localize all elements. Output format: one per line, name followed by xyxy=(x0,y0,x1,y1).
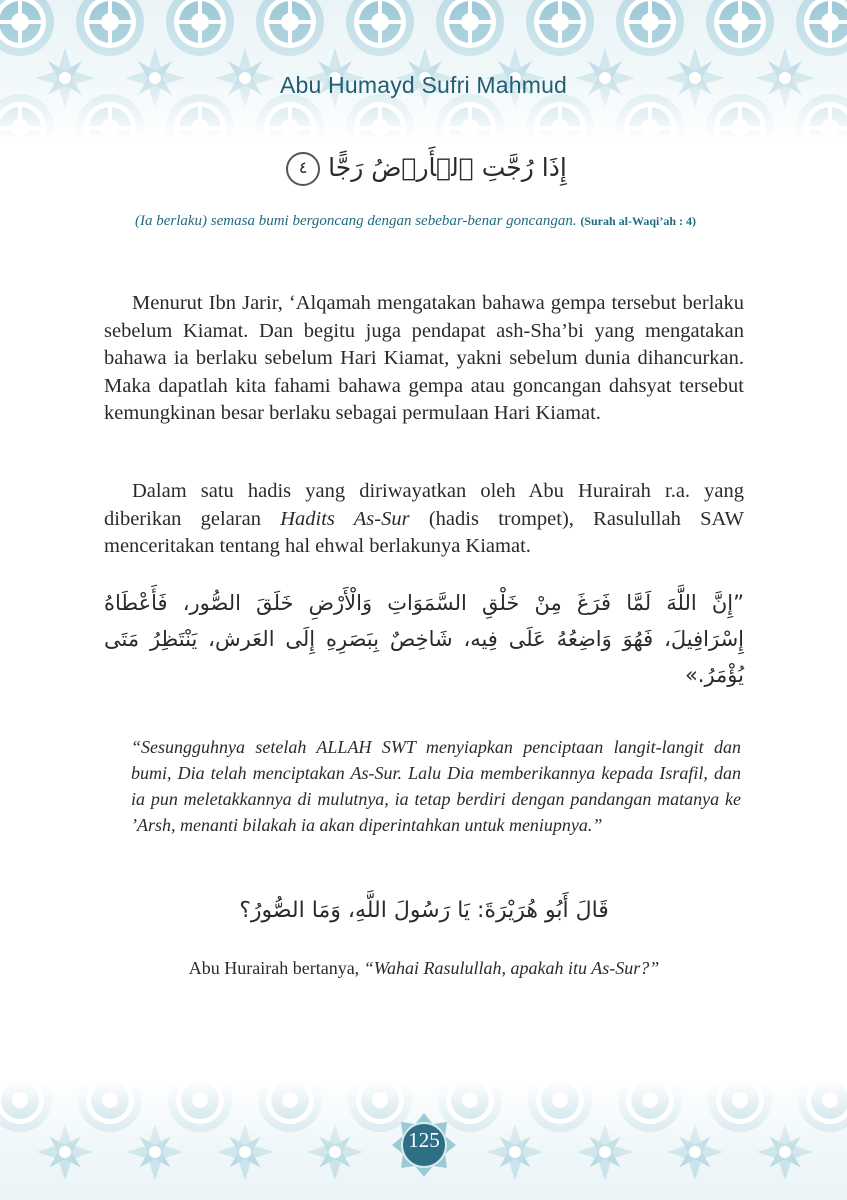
paragraph-text: Menurut Ibn Jarir, ‘Alqamah mengatakan bahawa gempa tersebut berlaku sebelum Kiamat. Dan begitu juga pendapat ash-Sha’bi yang mengatakan bahawa ia berlaku sebelum Hari Kiamat, yakni sebelum dunia dihancurkan. Maka dapatlah kita fahami bahawa gempa atau goncangan dahsyat tersebut kemungkinan besar berlaku sebagai permulaan Hari Kiamat. xyxy=(104,292,744,424)
verse-translation xyxy=(135,209,745,233)
page-number: 125 xyxy=(408,1128,440,1152)
verse-translation-text: (Ia berlaku) semasa bumi bergoncang dengan sebebar-benar goncangan. xyxy=(135,213,577,229)
header-ornament-band xyxy=(0,0,847,140)
quran-verse xyxy=(150,152,697,186)
question-arabic: قَالَ أَبُو هُرَيْرَةَ: يَا رَسُولَ اللَّهِ، وَمَا الصُّورُ؟ xyxy=(239,898,609,923)
body-paragraph-2 xyxy=(104,478,744,561)
question-lead: Abu Hurairah bertanya, xyxy=(188,958,364,978)
paragraph-text: Dalam satu hadis yang diriwayatkan oleh Abu Hurairah r.a. yang diberikan gelaran Hadits As-Sur (hadis trompet), Rasulullah SAW menceritakan tentang hal ehwal berlakunya Kiamat. xyxy=(104,480,744,557)
body-paragraph-1 xyxy=(104,290,744,428)
question-translation xyxy=(104,958,744,979)
author-name: Abu Humayd Sufri Mahmud xyxy=(279,72,568,98)
hadith-arabic: ”إِنَّ اللَّهَ لَمَّا فَرَغَ مِنْ خَلْقِ السَّمَوَاتِ وَالْأَرْضِ خَلَقَ الصُّور، فَأَعْطَاهُ إِسْرَافِيلَ، فَهُوَ وَاضِعُهُ عَلَى فِيه، شَاخِصٌ بِبَصَرِهِ إِلَى العَرش، يَنْتَظِرُ مَتَى يُؤْمَرُ.» xyxy=(104,591,744,687)
question-quote: “Wahai Rasulullah, apakah itu As-Sur?” xyxy=(363,958,660,978)
verse-reference: (Surah al-Waqi’ah : 4) xyxy=(580,214,696,228)
quran-verse-text: إِذَا رُجَّتِ ٱلۡأَرۡضُ رَجًّا xyxy=(328,153,567,182)
ornament-pattern-top xyxy=(0,0,847,140)
ayah-number-marker: ٤ xyxy=(286,152,320,186)
hadith-title: Hadits As-Sur xyxy=(280,507,410,530)
hadith-translation: “Sesungguhnya setelah ALLAH SWT menyiapkan penciptaan langit-langit dan bumi, Dia telah menciptakan As-Sur. Lalu Dia memberikannya kepada Israfil, dan ia pun meletakkannya di mulutnya, ia tetap berdiri dengan pandangan matanya ke ’Arsh, menanti bilakah ia akan diperintahkan untuk meniupnya.” xyxy=(131,737,741,835)
